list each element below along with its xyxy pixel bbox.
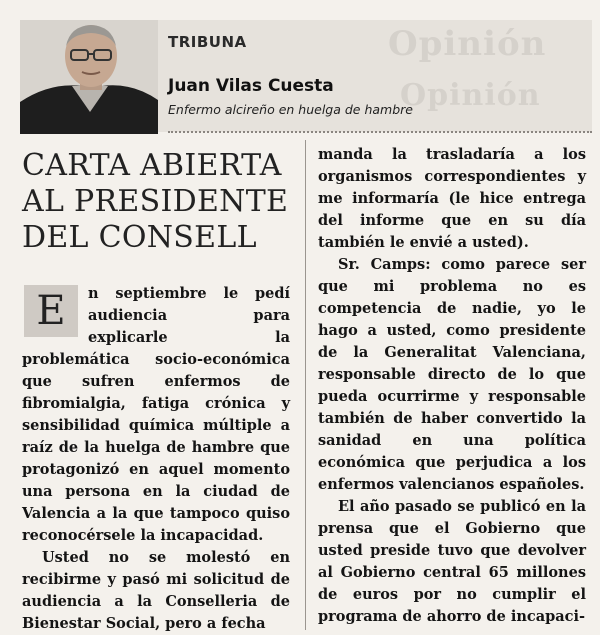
section-label: TRIBUNA xyxy=(168,33,247,51)
article-column-right xyxy=(318,144,586,628)
paragraph: Sr. Camps: como parece ser que mi problema no es competencia de nadie, yo le hago a usted, como presidente de la Generalitat Valenciana, responsable directo de lo que pueda ocurrirme y responsable también de haber convertido la sanidad en una política económica que perjudica a los enfermos valencianos españoles. xyxy=(318,256,586,493)
paragraph: El año pasado se publicó en la prensa que el Gobierno que usted preside tuvo que devolver al Gobierno central 65 millones de euros por no cumplir el programa de ahorro de incapaci- xyxy=(318,498,586,625)
author-name: Juan Vilas Cuesta xyxy=(168,76,334,96)
article-column-left xyxy=(22,283,290,635)
watermark-text: Opinión xyxy=(400,78,541,113)
drop-cap-letter: E xyxy=(36,288,66,334)
article-headline: CARTA ABIERTA AL PRESIDENTE DEL CONSELL xyxy=(22,148,289,255)
paragraph: manda la trasladaría a los organismos correspondientes y me informaría (le hice entrega del informe que en su día también le envié a usted). xyxy=(318,146,586,251)
paragraph: n septiembre le pedí audiencia para explicarle la problemática socio-económica que sufren enfermos de fibromialgia, fatiga crónica y sensibilidad química múltiple a raíz de la huelga de hambre que protagonizó en aquel momento una persona en la ciudad de Valencia a la que tampoco quiso reconocérsele la incapacidad. xyxy=(22,285,290,544)
watermark-text: Opinión xyxy=(388,24,547,64)
drop-cap xyxy=(24,285,78,337)
author-role: Enfermo alcireño en huelga de hambre xyxy=(168,102,413,117)
author-portrait xyxy=(20,20,158,134)
column-divider xyxy=(305,140,306,630)
author-photo-icon xyxy=(20,20,158,134)
header-divider xyxy=(168,131,592,133)
paragraph: Usted no se molestó en recibirme y pasó mi solicitud de audiencia a la Conselleria de Bienestar Social, pero a fecha xyxy=(22,549,290,632)
